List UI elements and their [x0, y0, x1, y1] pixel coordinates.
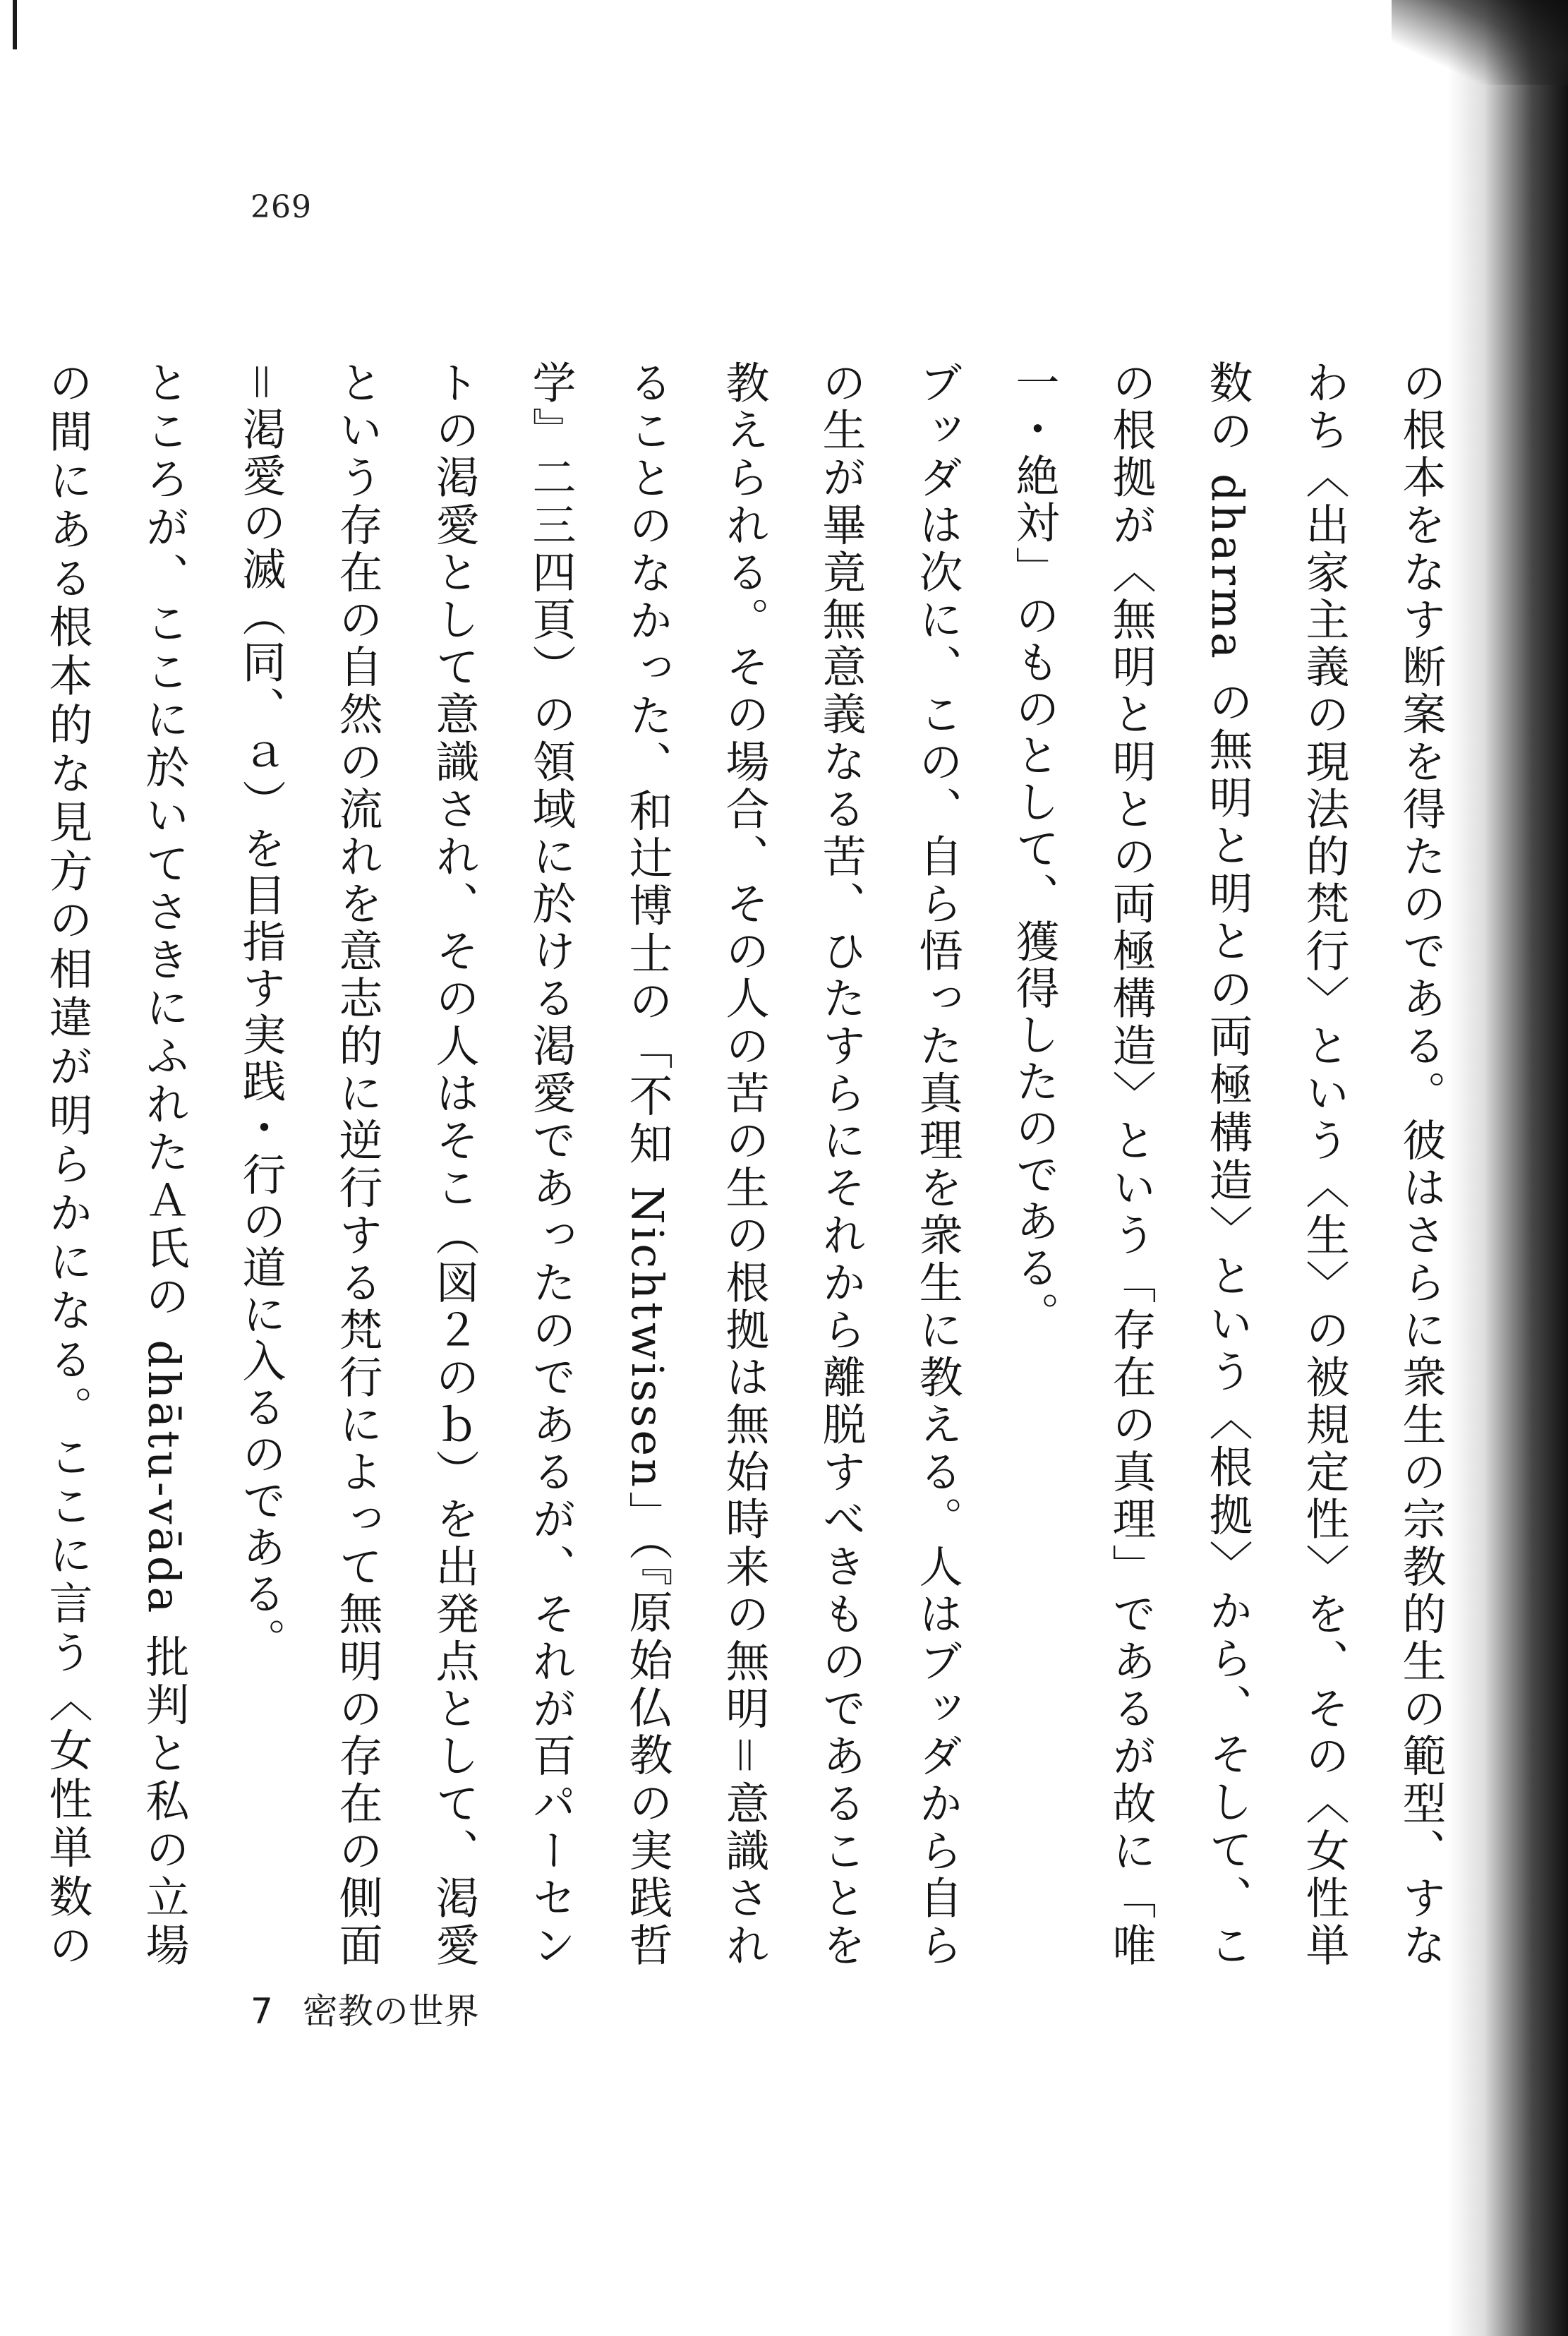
paragraph-1: の根本をなす断案を得たのである。彼はさらに衆生の宗教的生の範型、すなわち〈出家主義の現法的梵行〉という〈生〉の被規定性〉を、その〈女性単数の dharma の無明と明との両極構造〉という〈根拠〉から、そして、この根拠が〈無明と明との両極構造〉という「存在の真理」であるが故に「唯一・絶対」のものとして、獲得したのである。 — [1008, 360, 1447, 1969]
running-footer — [251, 1983, 479, 2034]
paragraph-2: ブッダは次に、この、自ら悟った真理を衆生に教える。人はブッダから自らの生が畢竟無意義なる苦、ひたすらにそれから離脱すべきものであることを教えられる。その場合、その人の苦の生の根拠は無始時来の無明＝意識されることのなかった、和辻博士の「不知 Nichtwissen」（『原始仏教の実践哲学』二三四頁）の領域に於ける渇愛であったのであるが、それが百パーセントの渇愛として意識され、その人はそこ（図２のｂ）を出発点として、渇愛という存在の自然の流れを意志的に逆行する梵行によって無明の存在の側面＝渇愛の滅（同、ａ）を目指す実践・行の道に入るのである。 — [235, 360, 963, 1970]
scan-edge-mark — [13, 0, 17, 49]
page-number: 269 — [251, 189, 312, 225]
chapter-title: 密教の世界 — [302, 1991, 479, 2032]
page-corner-shadow — [1392, 0, 1568, 85]
chapter-number: 7 — [251, 1991, 273, 2032]
paragraph-3: ところが、ここに於いてさきにふれたＡ氏の dhātu-vāda 批判と私の立場の間にある根本的な見方の相違が明らかになる。ここに言う〈女性単数の — [42, 360, 190, 1969]
body-text — [42, 360, 1469, 1970]
